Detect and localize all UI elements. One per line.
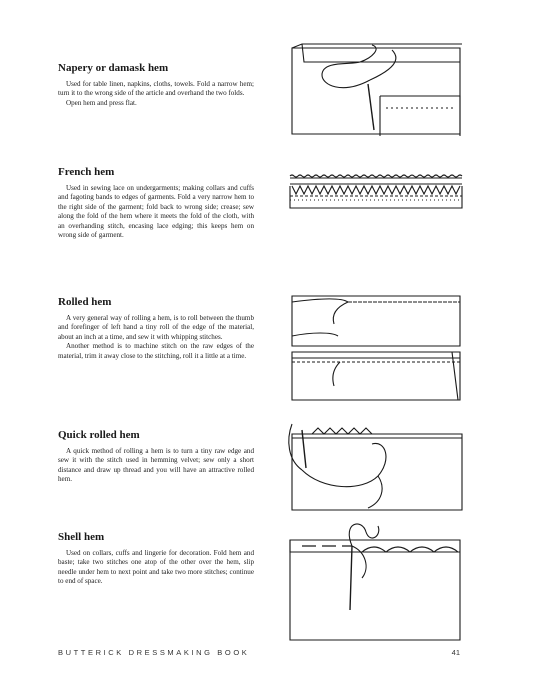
quick-rolled-hem-illustration <box>282 420 472 520</box>
page-number: 41 <box>451 648 460 657</box>
rolled-hem-illustration <box>282 290 472 402</box>
section-paragraph: Another method is to machine stitch on the raw edges of the material, trim it away close to the stitching, roll it a little at a time. <box>58 342 254 360</box>
section-shell-hem <box>58 531 254 587</box>
section-paragraph: Used in sewing lace on undergarments; making collars and cuffs and fagoting bands to edges of garments. Fold a very narrow hem to the right side of the garment; fold back to wrong side; crease; sew along the fold of the hem where it meets the fold of the cloth, with an overhanding stitch, encasing lace edging; this keeps hem on wrong side of garment. <box>58 184 254 240</box>
section-french-hem <box>58 166 254 240</box>
section-title: French hem <box>58 166 115 178</box>
section-paragraph: Used on collars, cuffs and lingerie for decoration. Fold hem and baste; take two stitches one atop of the other over the hem, slip needle under hem to next point and take two more stitches; continue to end of space. <box>58 549 254 586</box>
section-paragraph: Open hem and press flat. <box>66 98 137 107</box>
section-rolled-hem <box>58 296 254 361</box>
shell-hem-illustration <box>282 518 472 642</box>
napery-hem-illustration <box>282 40 472 150</box>
french-hem-illustration <box>282 162 472 262</box>
section-quick-rolled-hem <box>58 429 254 485</box>
section-title: Shell hem <box>58 531 105 543</box>
section-napery-hem <box>58 62 254 108</box>
section-title: Rolled hem <box>58 296 112 308</box>
section-paragraph: A very general way of rolling a hem, is to roll between the thumb and forefinger of left hand a tiny roll of the edge of the material, about an inch at a time, and sew it with whipping stitches. <box>58 314 254 341</box>
book-title: BUTTERICK DRESSMAKING BOOK <box>58 648 250 657</box>
section-title: Quick rolled hem <box>58 429 140 441</box>
section-title: Napery or damask hem <box>58 62 169 74</box>
section-paragraph: A quick method of rolling a hem is to turn a tiny raw edge and sew it with the stitch used in hemming velvet; sew only a short distance and draw up thread and you will have an attractive rolled hem. <box>58 447 254 484</box>
page-footer <box>58 648 460 657</box>
section-paragraph: Used for table linen, napkins, cloths, towels. Fold a narrow hem; turn it to the wrong side of the article and overhand the two folds. <box>58 80 254 98</box>
